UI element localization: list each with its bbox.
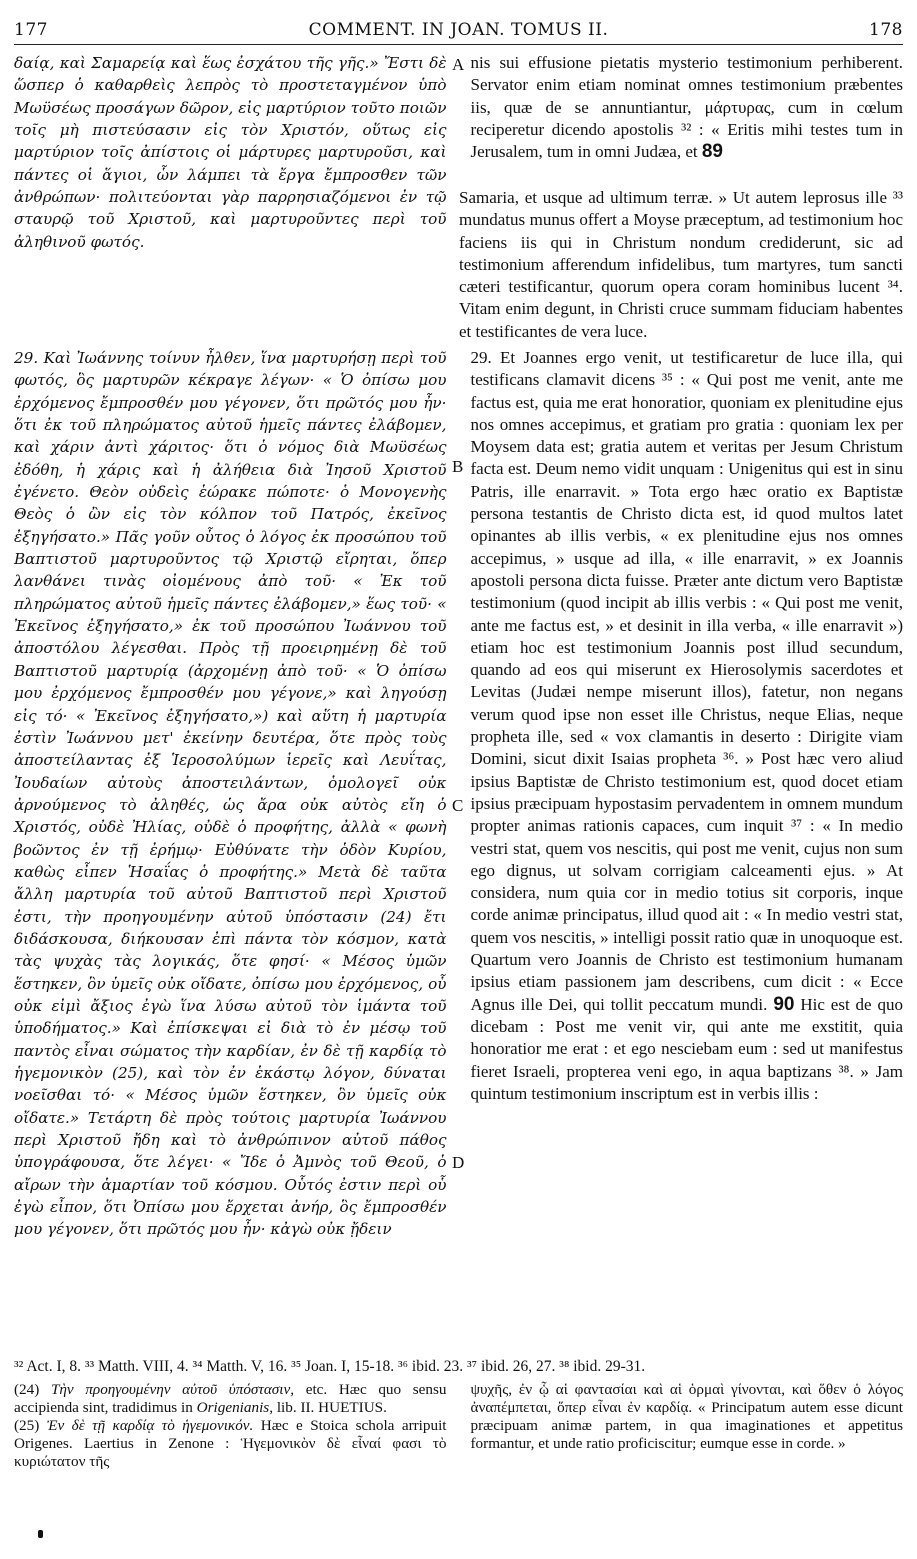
footnote-24-text: etc. Hæc quo sensu accipienda sint, tradidimus in (14, 1381, 447, 1416)
latin-text-2 (471, 347, 904, 1105)
column-number-90: 90 (773, 993, 795, 1015)
footnote-24-number: (24) (14, 1381, 40, 1398)
latin-text-1-continued: Samaria, et usque ad ultimum terræ. » Ut autem leprosus ille ³³ mundatus munus offert a Moyse præceptum, ad testimonium hoc faciens iis qui in Christum nondum crediderunt, sic ad testimonium afferendum infidelibus, tum martyres, tum sancti cæteri testificantur, quorum opera coram hominibus lucent ³⁴. Vitam enim degunt, in Christi cruce summam fiduciam habentes et testificantes de vera luce. (459, 188, 903, 341)
greek-text-2: 29. Καὶ Ἰωάννης τοίνυν ἦλθεν, ἵνα μαρτυρήσῃ περὶ τοῦ φωτός, ὃς μαρτυρῶν κέκραγε λέγων· « Ὁ ὀπίσω μου ἐρχόμενος ἔμπροσθέν μου γέγονεν, ὅτι πρῶτός μου ἦν· ὅτι ἐκ τοῦ πληρώματος αὐτοῦ ἡμεῖς πάντες ἐλάβομεν, καὶ χάριν ἀντὶ χάριτος· ὅτι ὁ νόμος διὰ Μωϋσέως ἐδόθη, ἡ χάρις καὶ ἡ ἀλήθεια διὰ Ἰησοῦ Χριστοῦ ἐγένετο. Θεὸν οὐδεὶς ἑώρακε πώποτε· ὁ Μονογενὴς Θεὸς ὁ ὢν εἰς τὸν κόλπον τοῦ Πατρός, ἐκεῖνος ἐξηγήσατο.» Πᾶς γοῦν οὗτος ὁ λόγος ἐκ προσώπου τοῦ Βαπτιστοῦ μαρτυροῦντος τῷ Χριστῷ εἴρηται, ὅπερ λανθάνει τινὰς οἰομένους ἀπὸ τοῦ· « Ἐκ τοῦ πληρώματος αὐτοῦ ἡμεῖς πάντες ἐλάβομεν,» ἕως τοῦ· « Ἐκεῖνος ἐξηγήσατο,» ἐκ τοῦ προσώπου Ἰωάννου τοῦ ἀποστόλου λέγεσθαι. Πρὸς τῇ προειρημένῃ δὲ τοῦ Βαπτιστοῦ μαρτυρίᾳ (ἀρχομένῃ ἀπὸ τοῦ· « Ὁ ὀπίσω μου ἐρχόμενος ἔμπροσθέν μου γέγονε,» καὶ ληγούσῃ εἰς τό· « Ἐκεῖνος ἐξηγήσατο,») καὶ αὕτη ἡ μαρτυρία ἐστὶν Ἰωάννου μετ' ἐκείνην δευτέρα, ὅτε πρὸς τοὺς ἀποστείλαντας ἐξ Ἱεροσολύμων ἱερεῖς καὶ Λευΐτας, Ἰουδαίων αὐτοὺς ἀποστειλάντων, ὁμολογεῖ οὐκ ἀρνούμενος τὸ ἀληθές, ὡς ἄρα οὐκ αὐτὸς εἴη ὁ Χριστός, οὐδὲ Ἠλίας, οὐδὲ ὁ προφήτης, ἀλλὰ « φωνὴ βοῶντος ἐν τῇ ἐρήμῳ· Εὐθύνατε τὴν ὁδὸν Κυρίου, καθὼς εἶπεν Ἡσαΐας ὁ προφήτης.» Μετὰ δὲ ταῦτα ἄλλη μαρτυρία τοῦ αὐτοῦ Βαπτιστοῦ περὶ Χριστοῦ ἐστι, τὴν προηγουμένην αὐτοῦ ὑπόστασιν (24) ἔτι διδάσκουσα, διήκουσαν ἐπὶ πάντα τὸν κόσμον, κατὰ τὰς ψυχὰς τὰς λογικάς, ὅτε φησί· « Μέσος ὑμῶν ἕστηκεν, ὃν ὑμεῖς οὐκ οἴδατε, ὀπίσω μου ἐρχόμενος, οὗ οὐκ εἰμὶ ἄξιος ἐγὼ ἵνα λύσω αὐτοῦ τὸν ἱμάντα τοῦ ὑποδήματος.» Καὶ ἐπίσκεψαι εἰ διὰ τὸ ἐν μέσῳ τοῦ παντὸς εἶναι σώματος τὴν καρδίαν, ἐν δὲ τῇ καρδίᾳ τὸ ἡγεμονικὸν (25), καὶ τὸν ἐν ἑκάστῳ λόγον, δύναται νοεῖσθαι τό· « Μέσος ὑμῶν ἕστηκεν, ὃν ὑμεῖς οὐκ οἴδατε.» Τετάρτη δὲ πρὸς τούτοις μαρτυρία Ἰωάννου περὶ Χριστοῦ ἤδη καὶ τὸ ἀνθρώπινον αὐτοῦ πάθος ὑπογράφουσα, ὅτε λέγει· « Ἴδε ὁ Ἀμνὸς τοῦ Θεοῦ, ὁ αἴρων τὴν ἁμαρτίαν τοῦ κόσμου. Οὗτός ἐστιν περὶ οὗ ἐγὼ εἶπον, ὅτι Ὀπίσω μου ἔρχεται ἀνήρ, ὃς ἔμπροσθέν μου γέγονεν, ὅτι πρῶτός μου ἦν· κἀγὼ οὐκ ᾔδειν (14, 349, 447, 1239)
footnotes-left (14, 1381, 459, 1471)
latin-text-2-post: Hic est de quo dicebam : Post me venit vir, qui ante me exstitit, quia honoratior me erat : et ego nesciebam eum : sed ut manifestus fieret Israeli, propterea veni ego, in aqua baptizans ³⁸. » Jam quintum testimonium inscriptum est in verbis illis : (470, 994, 903, 1103)
footnote-25-text: Hæc e Stoica schola arripuit Origenes. Laertius in Zenone : Ἡγεμονικὸν δὲ εἶναί φασι τὸ κυριώτατον τῆς (14, 1417, 447, 1470)
footnote-25 (14, 1417, 447, 1471)
footnote-25-lemma: Ἐν δὲ τῇ καρδίᾳ τὸ ἡγεμονικόν. (46, 1417, 254, 1434)
page-number-right: 178 (869, 20, 903, 40)
section-2-columns (14, 347, 903, 1352)
latin-column-2 (459, 347, 904, 1352)
column-number-89: 89 (701, 141, 723, 163)
page-header (14, 18, 903, 42)
greek-text-1: δαίᾳ, καὶ Σαμαρείᾳ καὶ ἕως ἐσχάτου τῆς γῆς.» Ἔστι δὲ ὥσπερ ὁ καθαρθεὶς λεπρὸς τὸ προστεταγμένον ὑπὸ Μωϋσέως προσάγων δῶρον, εἰς μαρτύριον τοῦτο ποιῶν τοῖς μὴ πιστεύσασιν εἰς τὸν Χριστόν, οὕτως εἰς μαρτύριον τοῖς ἀπίστοις οἱ μάρτυρες μαρτυροῦσι, καὶ πάντες οἱ ἅγιοι, ὧν λάμπει τὰ ἔργα ἔμπροσθεν τῶν ἀνθρώπων· πολιτεύονται γὰρ παρρησιαζόμενοι ἐν τῷ σταυρῷ τοῦ Χριστοῦ, καὶ μαρτυροῦντες περὶ τοῦ ἀληθινοῦ φωτός. (14, 54, 447, 251)
footnote-25-number: (25) (14, 1417, 40, 1434)
footnote-24-author: HUETIUS. (318, 1399, 387, 1416)
footnote-24 (14, 1381, 447, 1417)
running-title: COMMENT. IN JOAN. TOMUS II. (308, 20, 609, 40)
latin-text-1 (471, 52, 904, 163)
margin-marker-d: D (452, 1153, 465, 1172)
header-rule (14, 44, 903, 45)
ink-mark (38, 1530, 43, 1538)
footnote-24-lemma: Τὴν προηγουμένην αὐτοῦ ὑπόστασιν, (50, 1381, 295, 1398)
margin-marker-a: A (452, 55, 465, 74)
footnote-24-work: Origenianis, (196, 1399, 274, 1416)
latin-text-2-pre: 29. Et Joannes ergo venit, ut testificaretur de luce illa, qui testificans clamavit dicens ³⁵ : « Qui post me venit, ante me factus est, quia me erat honoratior, quoniam ex plenitudine ejus nos omnes accepimus, et gratiam pro gratia : quoniam lex per Moysem data est; gratia autem et veritas per Jesum Christum facta est. Deum nemo vidit unquam : Unigenitus qui est in sinu Patris, ille enarravit. » Tota ergo hæc oratio ex Baptistæ persona testantis de Christo dicta est, id quod multos latet opinantes ab illis verbis, « ex plenitudine ejus nos omnes accepimus, » usque ad illa, « ille enarravit, » ex Joannis apostoli persona dicta fuisse. Præter ante dictum vero Baptistæ testimonium (quod incipit ab illis verbis : « Qui post me venit, ante me factus est, » et desinit in illa verba, « ille enarravit ») etiam hoc est testimonium Joannis post illud secundum, quando ad eos qui miserunt ex Hierosolymis sacerdotes et Levitas (Judæi nempe miserunt illos), fatetur, non negans verum quod ipse non esset ille Christus, neque Elias, neque propheta ille, sed « vox clamantis in deserto : Dirigite viam Domini, sicut dixit Isaias propheta ³⁶. » Post hæc vero aliud ipsius Baptistæ de Christo testimonium est, quod docet etiam ipsius præcipuam hypostasim pervadentem in omnem mundum propter animas rationis capaces, cum inquit ³⁷ : « In medio vestri stat, quem vos nescitis, qui post me venit, cujus non sum ego dignus, ut solvam corrigiam calceamenti ejus. » At considera, num quia cor in medio totius sit corporis, inque corde animæ principatus, illud quod ait : « In medio vestri stat, quem vos nescitis, » intelligi possit ratio quæ in unoquoque est. Quartum vero Joannis de Christo est testimonium humanam ipsius etiam passionem jam describens, cum dicit : « Ecce Agnus ille Dei, qui tollit peccatum mundi. (470, 348, 903, 1014)
greek-column-1 (14, 52, 459, 268)
scripture-references: ³² Act. I, 8. ³³ Matth. VIII, 4. ³⁴ Matth. V, 16. ³⁵ Joan. I, 15-18. ³⁶ ibid. 23. ³⁷ ibid. 26, 27. ³⁸ ibid. 29-31. (14, 1358, 646, 1375)
greek-column-2 (14, 347, 459, 1352)
footnotes (14, 1381, 903, 1471)
margin-marker-c: C (452, 796, 464, 815)
page-number-left: 177 (14, 20, 48, 40)
footnote-25-continued: ψυχῆς, ἐν ᾧ αἱ φαντασίαι καὶ αἱ ὁρμαὶ γίνονται, καὶ ὅθεν ὁ λόγος ἀναπέμπεται, ὅπερ εἶναι ἐν καρδίᾳ. « Principatum autem esse dicunt præcipuam animæ partem, in qua imaginationes et appetitus formantur, et unde ratio proficiscitur; eumque esse in corde. » (470, 1381, 903, 1452)
footnotes-right (459, 1381, 904, 1471)
margin-marker-b: B (452, 457, 464, 476)
footnote-24-text-2: lib. II. (276, 1399, 315, 1416)
latin-text-1-pre: nis sui effusione pietatis mysterio testimonium perhiberent. Servator enim etiam nominat omnes testimonium præbentes iis, quæ de se annuntiantur, μάρτυρας, cum in cœlum reciperetur dicendo apostolis ³² : « Eritis mihi testes tum in Jerusalem, tum in omni Judæa, et (470, 53, 903, 162)
